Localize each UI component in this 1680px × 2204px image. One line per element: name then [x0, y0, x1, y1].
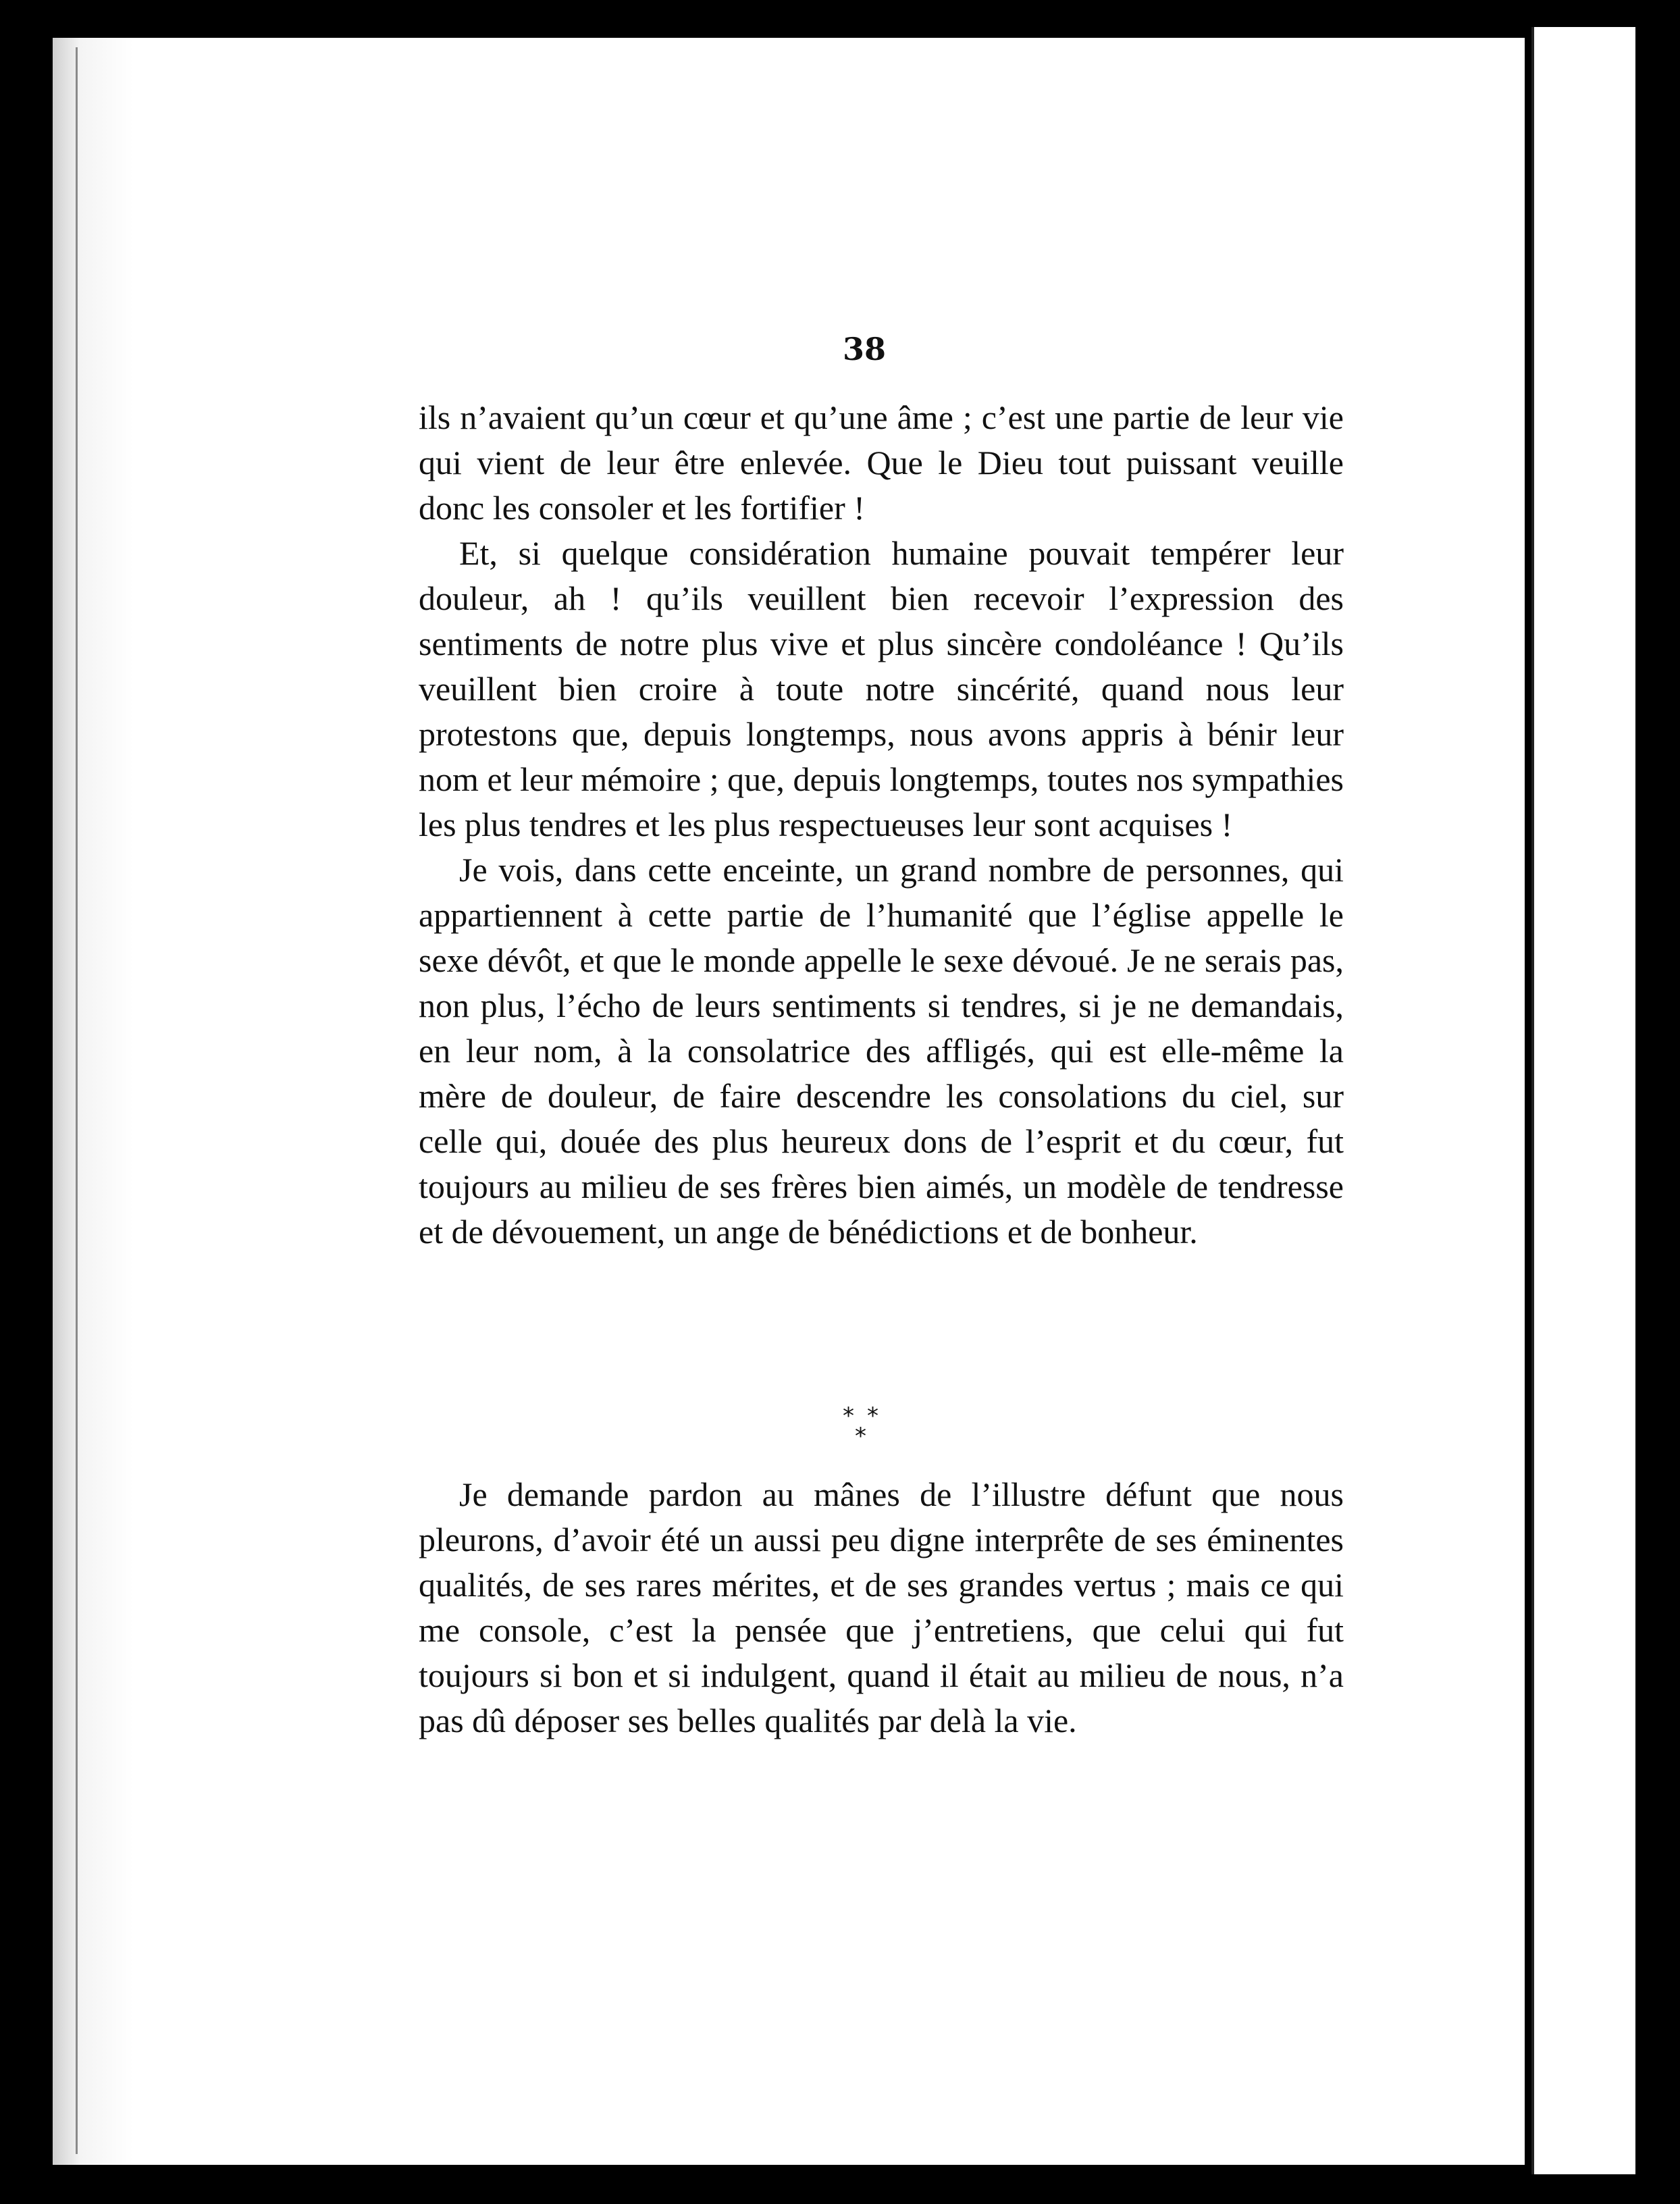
text-block-lower	[419, 1472, 1344, 1743]
paragraph-condolence: Et, si quelque considération humaine pouvait tempérer leur douleur, ah ! qu’ils veuillent bien recevoir l’expression des sentiments de notre plus vive et plus sincère condoléance ! Qu’ils veuillent bien croire à toute notre sincérité, quand nous leur protestons que, depuis longtemps, nous avons appris à bénir leur nom et leur mémoire ; que, depuis longtemps, toutes nos sympathies les plus tendres et les plus respectueuses leur sont acquises !	[419, 534, 1344, 843]
paragraph-consolation: Je vois, dans cette enceinte, un grand nombre de personnes, qui appartiennent à cette partie de l’humanité que l’église appelle le sexe dévôt, et que le monde appelle le sexe dévoué. Je ne serais pas, non plus, l’écho de leurs sentiments si tendres, si je ne demandais, en leur nom, à la consolatrice des affligés, qui est elle-même la mère de douleur, de faire descendre les consolations du ciel, sur celle qui, douée des plus heureux dons de l’esprit et du cœur, fut toujours au milieu de ses frères bien aimés, un modèle de tendresse et de dévouement, un ange de bénédictions et de bonheur.	[419, 851, 1344, 1251]
paragraph-closing: Je demande pardon au mânes de l’illustre défunt que nous pleurons, d’avoir été un aussi peu digne interprête de ses éminentes qualités, de ses rares mérites, et de ses grandes vertus ; mais ce qui me console, c’est la pensée que j’entretiens, que celui qui fut toujours si bon et si indulgent, quand il était au milieu de nous, n’a pas dû déposer ses belles qualités par delà la vie.	[419, 1475, 1344, 1739]
page-binding-shadow	[53, 38, 134, 2165]
paragraph-continuation: ils n’avaient qu’un cœur et qu’une âme ; c’est une partie de leur vie qui vient de leur être enlevée. Que le Dieu tout puissant veuille donc les consoler et les fortifier !	[419, 398, 1344, 527]
separator-star: *	[843, 1402, 854, 1429]
separator-star: *	[867, 1402, 878, 1429]
binding-crease	[76, 47, 78, 2154]
page-number: 38	[842, 331, 886, 367]
facing-page-edge	[1531, 27, 1635, 2174]
page-gutter	[1525, 27, 1531, 2174]
separator-star: *	[855, 1423, 866, 1450]
section-separator	[810, 1402, 918, 1452]
text-block-upper	[419, 395, 1344, 1255]
